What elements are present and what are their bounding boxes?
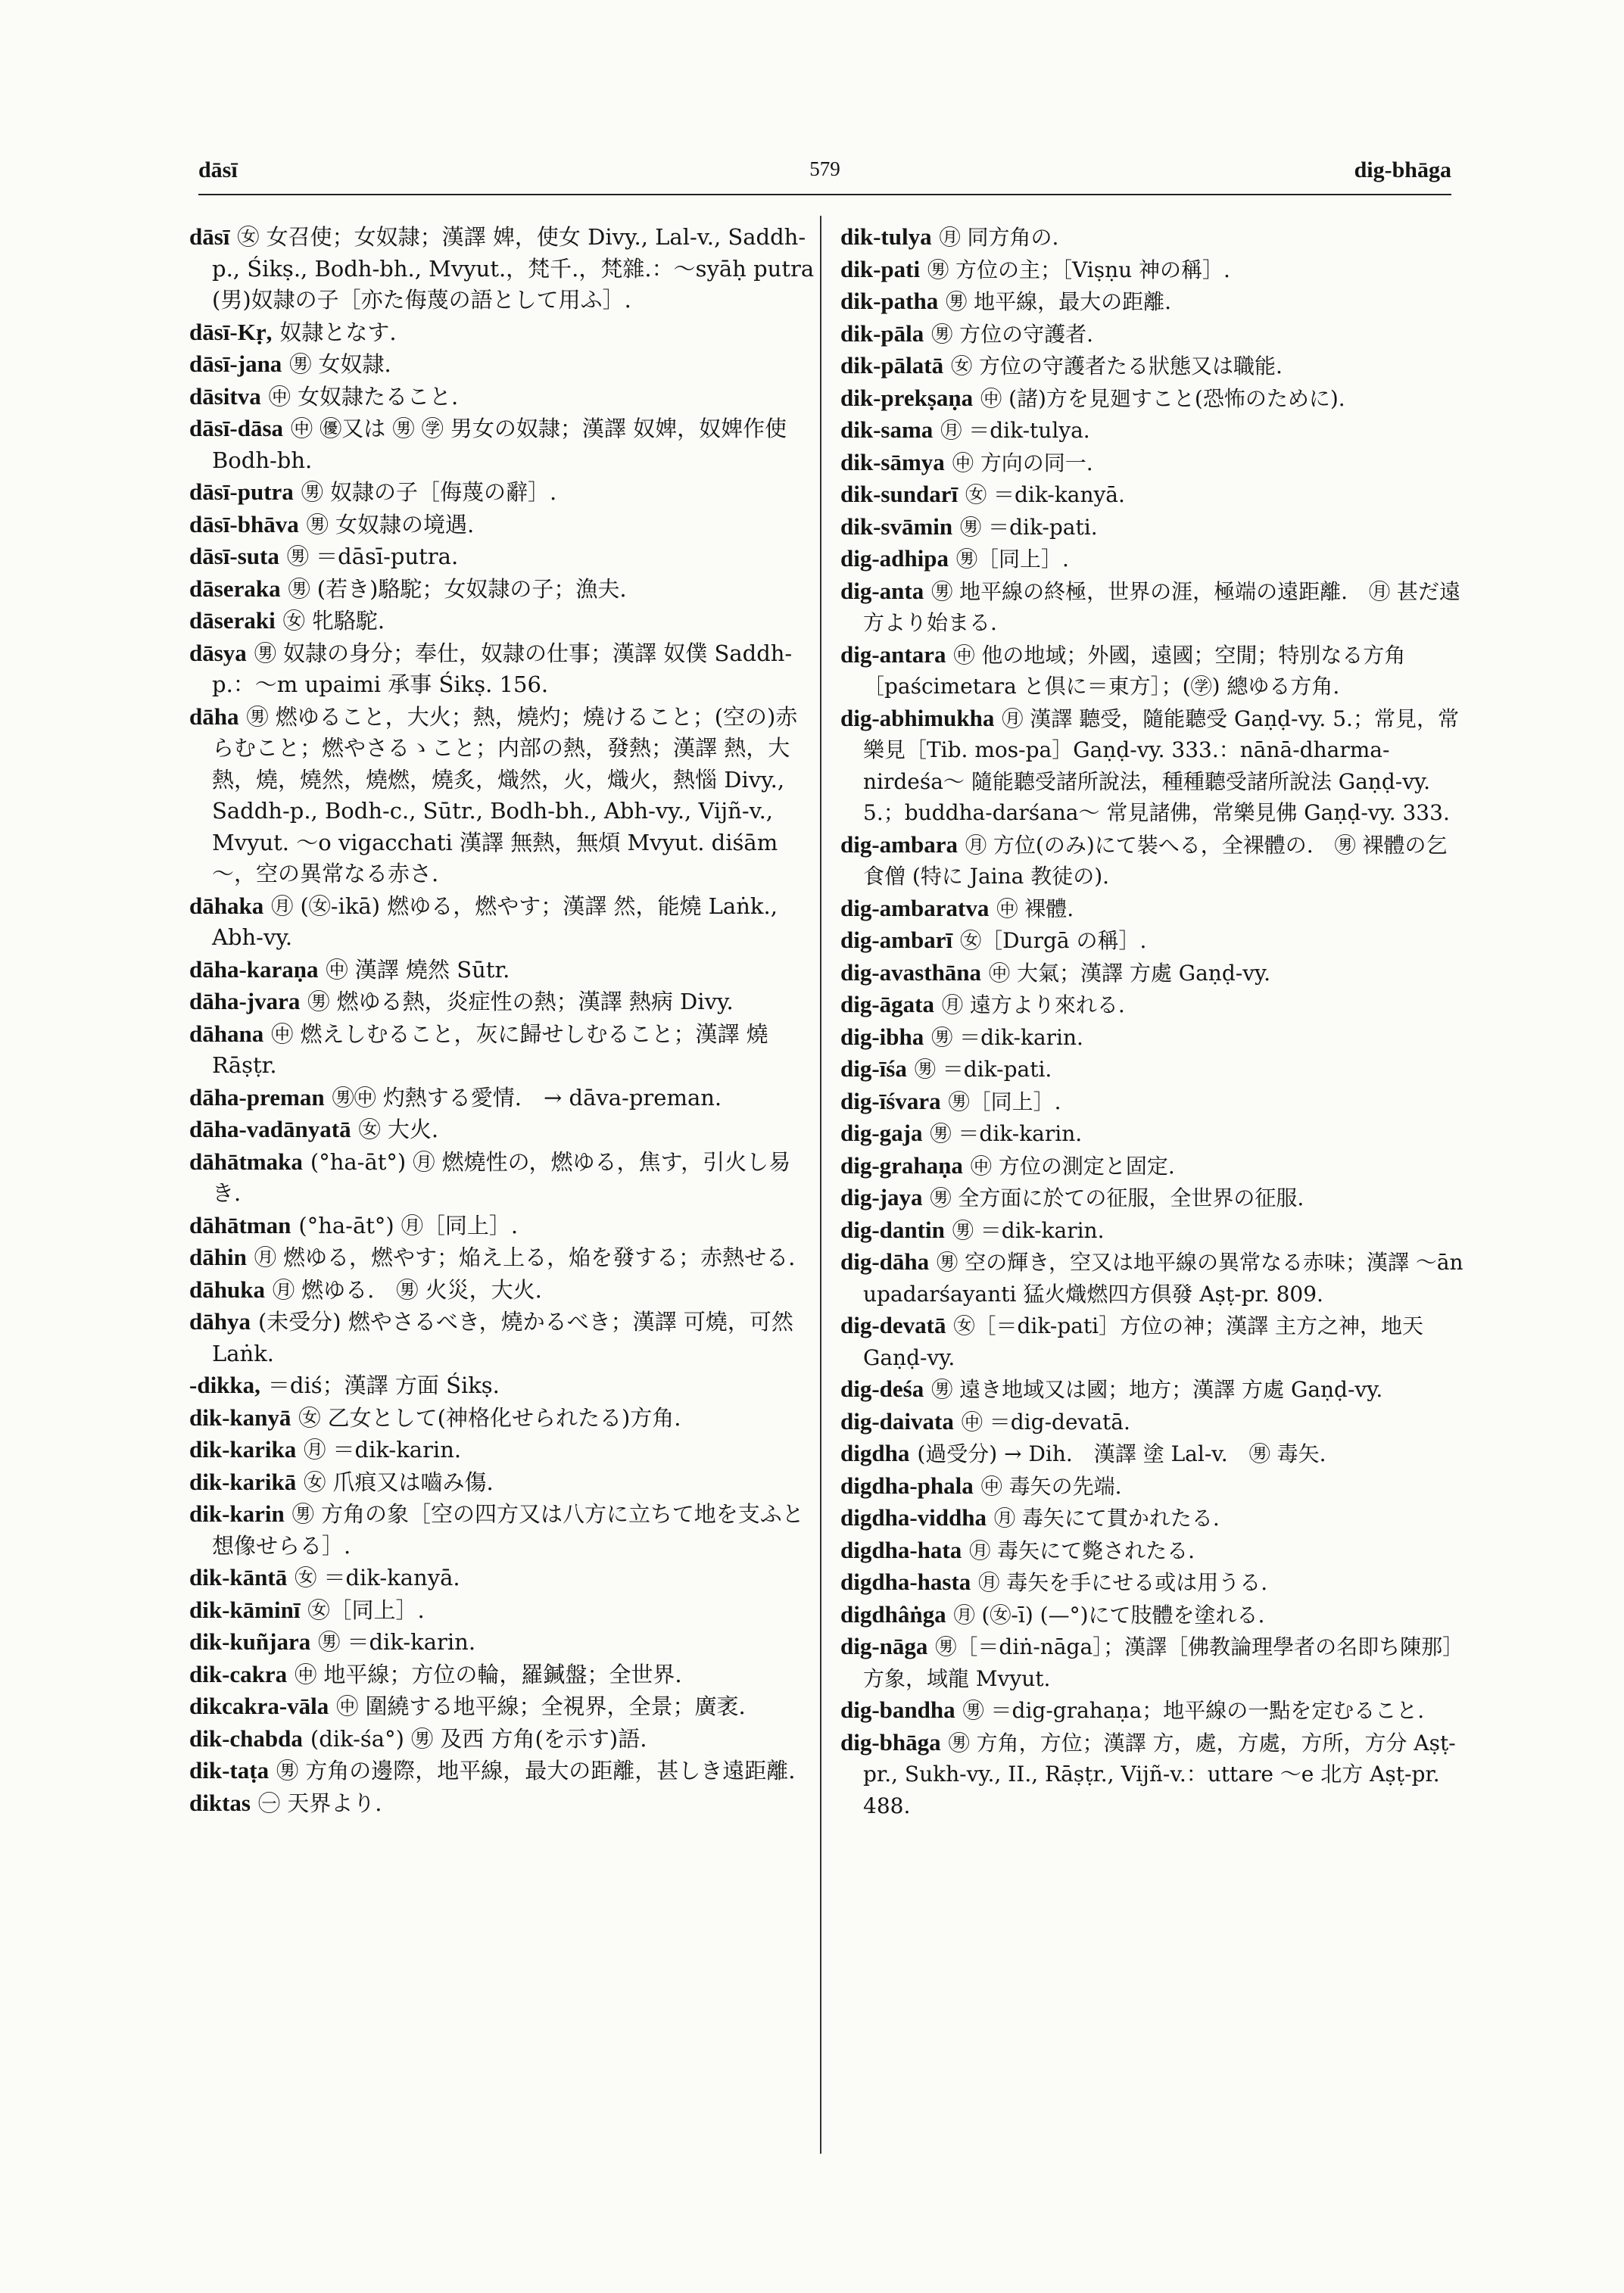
- entry-headword: dāsya: [189, 639, 247, 666]
- entry-headword: dāhya: [189, 1308, 251, 1335]
- entry-headword: dik-cakra: [189, 1660, 288, 1687]
- entry-definition: ㊚ 方位の守護者.: [931, 321, 1094, 347]
- left-column: [189, 221, 816, 1819]
- dictionary-entry: [189, 509, 816, 541]
- entry-headword: dāhin: [189, 1244, 247, 1270]
- entry-definition: ㊚ 遠き地域又は國；地方；漢譯 方處 Gaṇḍ-vy.: [931, 1377, 1383, 1402]
- entry-headword: dig-ibha: [840, 1023, 924, 1050]
- column-divider: [820, 216, 821, 2154]
- entry-definition: ㊚ 奴隷の子［侮蔑の辭］.: [301, 479, 557, 505]
- entry-definition: ㊥ 方位の測定と固定.: [970, 1153, 1175, 1179]
- entry-definition: ㊚ 方角の邊際，地平線，最大の距離，甚しき遠距離.: [276, 1758, 796, 1784]
- entry-definition: ㊚ 地平線，最大の距離.: [946, 289, 1172, 314]
- dictionary-entry: [840, 511, 1467, 544]
- entry-definition: ㊚ ＝dik-karin.: [930, 1121, 1083, 1146]
- entry-headword: dik-patha: [840, 288, 939, 314]
- entry-headword: dāsī-Kṛ,: [189, 318, 273, 345]
- dictionary-entry: [189, 476, 816, 509]
- dictionary-entry: [189, 316, 816, 349]
- entry-definition: (dik-śa°) ㊚ 及西 方角(を示す)語.: [310, 1725, 647, 1752]
- entry-headword: dig-gaja: [840, 1120, 923, 1146]
- entry-definition: 奴隷となす.: [279, 319, 397, 345]
- entry-headword: dig-devatā: [840, 1312, 946, 1338]
- dictionary-entry: [189, 637, 816, 701]
- dictionary-entry: [189, 890, 816, 954]
- entry-headword: dāha-vadānyatā: [189, 1116, 351, 1142]
- entry-headword: dig-avasthāna: [840, 958, 982, 986]
- entry-headword: dig-jaya: [840, 1184, 923, 1210]
- entry-headword: dik-kāminī: [189, 1596, 301, 1623]
- dictionary-entry: [840, 1021, 1467, 1054]
- dictionary-entry: [189, 381, 816, 413]
- dictionary-entry: [840, 1373, 1467, 1406]
- dictionary-entry: [840, 957, 1467, 989]
- entry-definition: ㊚ ＝dik-karin.: [952, 1217, 1105, 1243]
- entry-definition: ㊥ 裸體.: [996, 896, 1074, 921]
- dictionary-entry: [189, 221, 816, 316]
- entry-definition: ㊊ 毒矢にて斃されたる.: [969, 1537, 1195, 1563]
- dictionary-entry: [189, 954, 816, 986]
- entry-definition: ㊚ 燃ゆる熱，炎症性の熱；漢譯 熱病 Divy.: [307, 989, 734, 1014]
- dictionary-entry: [840, 382, 1467, 415]
- dictionary-entry: [189, 986, 816, 1018]
- dictionary-entry: [189, 1723, 816, 1756]
- entry-definition: ㊀ 天界より.: [257, 1790, 382, 1816]
- entry-headword: dik-kanyā: [189, 1404, 291, 1431]
- dictionary-entry: [840, 1599, 1467, 1631]
- entry-definition: ㊊ 方位(のみ)にて裝へる，全裸體の. ㊚ 裸體の乞食僧 (特に Jaina 教徒の).: [863, 832, 1448, 889]
- entry-definition: ㊥ ㊝又は ㊚ ㊫ 男女の奴隷；漢譯 奴婢，奴婢作使 Bodh-bh.: [212, 416, 787, 473]
- dictionary-entry: [189, 348, 816, 381]
- dictionary-entry: [189, 1498, 816, 1562]
- entry-headword: dāsī-dāsa: [189, 415, 284, 441]
- entry-definition: ㊚ ＝dig-grahaṇa；地平線の一點を定むること.: [962, 1698, 1425, 1723]
- dictionary-entry: [840, 254, 1467, 286]
- entry-headword: dāha-preman: [189, 1083, 325, 1111]
- entry-definition: ㊛ 大火.: [358, 1117, 439, 1142]
- entry-definition: ㊚ ＝dāsī-putra.: [286, 544, 459, 569]
- entry-headword: dāhātman: [189, 1211, 291, 1238]
- dictionary-entry: [189, 1306, 816, 1369]
- entry-headword: digdha-hasta: [840, 1569, 971, 1595]
- entry-definition: ㊛ 爪痕又は嚙み傷.: [304, 1469, 494, 1495]
- entry-headword: dig-āgata: [840, 991, 934, 1017]
- dictionary-entry: [840, 1438, 1467, 1470]
- dictionary-entry: [840, 1727, 1467, 1822]
- entry-definition: ㊊ ＝dik-karin.: [304, 1437, 462, 1463]
- dictionary-entry: [840, 221, 1467, 254]
- entry-definition: ㊚［＝diṅ-nāga］；漢譯［佛教論理學者の名即ち陳那］方象，域龍 Mvyut.: [863, 1634, 1464, 1691]
- entry-headword: dāsitva: [189, 382, 261, 410]
- entry-definition: ㊊ 燃ゆる，燃やす；焔え上る，焔を發する；赤熱せる.: [254, 1245, 796, 1270]
- entry-definition: ㊥ 他の地域；外國，遠國；空閒；特別なる方角［paścimetara と倶に＝東方］；(㊫) 總ゆる方角.: [863, 642, 1406, 699]
- entry-headword: dig-anta: [840, 577, 924, 604]
- entry-headword: dik-kāntā: [189, 1564, 288, 1590]
- dictionary-entry: [840, 1182, 1467, 1214]
- entry-definition: ㊛ 方位の守護者たる狀態又は職能.: [951, 354, 1283, 379]
- left-guide-word: dāsī: [198, 157, 238, 182]
- entry-definition: ㊊ (㊛-ī) (—°)にて肢體を塗れる.: [953, 1602, 1265, 1628]
- dictionary-entry: [189, 1369, 816, 1402]
- entry-headword: dig-ambaratva: [840, 894, 990, 921]
- entry-definition: ㊚ 方角，方位；漢譯 方，處，方處，方所，方分 Aṣṭ-pr., Sukh-vy., II., Rāṣṭr., Vijñ-v.：uttare 〜e 北方 Aṣṭ-pr. 488.: [863, 1730, 1456, 1818]
- dictionary-entry: [189, 1594, 816, 1627]
- entry-definition: ㊥ 地平線；方位の輪，羅鍼盤；全世界.: [295, 1661, 682, 1687]
- entry-definition: (°ha-āt°) ㊊［同上］.: [298, 1212, 519, 1238]
- dictionary-entry: [840, 414, 1467, 447]
- entry-definition: ㊚ ＝dik-pati.: [914, 1057, 1052, 1082]
- dictionary-entry: [840, 924, 1467, 957]
- dictionary-entry: [840, 447, 1467, 479]
- entry-headword: -dikka,: [189, 1372, 260, 1398]
- entry-headword: dik-pāla: [840, 319, 924, 347]
- dictionary-entry: [840, 1310, 1467, 1373]
- entry-definition: (°ha-āt°) ㊊ 燃燒性の，燃ゆる，焦す，引火し易き.: [212, 1148, 791, 1206]
- dictionary-entry: [189, 1787, 816, 1820]
- entry-definition: ㊚［同上］.: [956, 547, 1069, 572]
- entry-definition: ㊛ 乙女として(神格化せられたる)方角.: [298, 1404, 681, 1431]
- entry-headword: dik-tulya: [840, 223, 932, 250]
- entry-headword: dāhuka: [189, 1276, 265, 1303]
- entry-definition: ㊥ 圍繞する地平線；全視界，全景；廣袤.: [336, 1693, 746, 1719]
- entry-headword: dik-pati: [840, 255, 921, 282]
- entry-definition: ㊚ (若き)駱駝；女奴隷の子；漁夫.: [288, 575, 627, 602]
- entry-definition: ㊛ 牝駱駝.: [282, 608, 385, 634]
- entry-headword: digdhâṅga: [840, 1600, 946, 1628]
- entry-definition: ㊚ 方角の象［空の四方又は八方に立ちて地を支ふと想像せらる］.: [212, 1501, 804, 1559]
- entry-definition: ㊊ ＝dik-tulya.: [940, 418, 1090, 443]
- entry-headword: digdha: [840, 1440, 910, 1466]
- dictionary-entry: [189, 413, 816, 476]
- dictionary-entry: [840, 1470, 1467, 1503]
- entry-headword: dik-karin: [189, 1500, 285, 1527]
- dictionary-entry: [840, 1053, 1467, 1086]
- dictionary-entry: [840, 285, 1467, 318]
- entry-definition: ㊚ ＝dik-pati.: [960, 514, 1098, 540]
- dictionary-entry: [840, 350, 1467, 382]
- entry-definition: ㊛ ＝dik-kanyā.: [295, 1565, 460, 1590]
- entry-headword: dik-kuñjara: [189, 1628, 311, 1655]
- entry-headword: dāhana: [189, 1020, 264, 1047]
- entry-headword: dāsī-bhāva: [189, 510, 299, 537]
- entry-definition: ㊚ 全方面に於ての征服，全世界の征服.: [930, 1185, 1304, 1210]
- dictionary-entry: [840, 478, 1467, 511]
- entry-headword: dik-taṭa: [189, 1757, 270, 1784]
- right-column: [840, 221, 1467, 1821]
- entry-definition: ㊚ 地平線の終極，世界の涯，極端の遠距離. ㊊ 甚だ遠方より始まる.: [863, 578, 1460, 635]
- entry-headword: dig-antara: [840, 640, 946, 668]
- dictionary-entry: [189, 1466, 816, 1499]
- entry-definition: ㊚［同上］.: [948, 1089, 1061, 1114]
- entry-headword: dāha-karaṇa: [189, 955, 319, 983]
- entry-definition: ㊛［同上］.: [307, 1597, 425, 1623]
- dictionary-entry: [840, 1631, 1467, 1694]
- entry-headword: dig-daivata: [840, 1407, 954, 1435]
- entry-headword: dik-prekṣaṇa: [840, 384, 974, 411]
- dictionary-entry: [840, 1117, 1467, 1150]
- entry-definition: ㊥ 毒矢の先端.: [980, 1473, 1122, 1499]
- dictionary-entry: [840, 1534, 1467, 1567]
- dictionary-entry: [189, 701, 816, 890]
- entry-headword: dāha-jvara: [189, 988, 301, 1014]
- entry-headword: dig-bandha: [840, 1696, 955, 1723]
- entry-definition: ㊚ 燃ゆること，大火；熱，燒灼；燒けること；(空の)赤らむこと；燃やさるゝこと；内部の熱，發熱；漢譯 熱，大熱，燒，燒然，燒燃，燒炙，熾然，火，熾火，熱惱 Divy., Saddh-p., Bodh-c., Sūtr., Bodh-bh., Abh-vy., Vijñ-v., Mvyut. 〜o vigacchati 漢譯 無熱，無煩 Mvyut. diśām 〜，空の異常なる赤さ.: [212, 703, 798, 886]
- entry-headword: dik-karika: [189, 1436, 297, 1463]
- dictionary-entry: [189, 1659, 816, 1691]
- entry-headword: dāsī: [189, 223, 230, 250]
- entry-definition: ㊊ 同方角の.: [939, 225, 1059, 250]
- dictionary-entry: [189, 541, 816, 573]
- entry-headword: dāha: [189, 703, 239, 730]
- entry-definition: ㊥ 大氣；漢譯 方處 Gaṇḍ-vy.: [989, 960, 1271, 986]
- dictionary-entry: [840, 1694, 1467, 1727]
- entry-definition: ㊥ (諸)方を見廻すこと(恐怖のために).: [980, 385, 1345, 411]
- entry-headword: dig-bhāga: [840, 1728, 941, 1756]
- entry-headword: digdha-hata: [840, 1536, 962, 1563]
- entry-definition: ㊚ 奴隷の身分；奉仕，奴隷の仕事；漢譯 奴僕 Saddh-p.：〜m upaimi 承事 Śikṣ. 156.: [212, 640, 793, 697]
- dictionary-entry: [189, 1146, 816, 1210]
- entry-definition: (未受分) 燃やさるべき，燒かるべき；漢譯 可燒，可然 Laṅk.: [212, 1309, 793, 1366]
- entry-headword: dig-grahaṇa: [840, 1151, 963, 1179]
- dictionary-entry: [840, 1406, 1467, 1438]
- entry-definition: ㊥ 方向の同一.: [952, 450, 1093, 475]
- entry-headword: dāsī-jana: [189, 350, 282, 377]
- dictionary-entry: [189, 1018, 816, 1082]
- dictionary-entry: [189, 1626, 816, 1659]
- entry-definition: (過受分) → Dih. 漢譯 塗 Lal-v. ㊚ 毒矢.: [917, 1441, 1326, 1466]
- entry-headword: dik-sama: [840, 416, 934, 443]
- dictionary-entry: [189, 1274, 816, 1307]
- dictionary-entry: [189, 1434, 816, 1466]
- entry-definition: ㊊ 漢譯 聽受，隨能聽受 Gaṇḍ-vy. 5.；常見，常樂見［Tib. mos-pa］Gaṇḍ-vy. 333.：nānā-dharma-nirdeśa〜 隨能聽受諸所說法，種種聽受諸所說法 Gaṇḍ-vy. 5.；buddha-darśana〜 常見諸佛，常樂見佛 Gaṇḍ-vy. 333.: [863, 706, 1459, 825]
- entry-definition: ㊚ 女奴隷の境遇.: [306, 511, 475, 537]
- entry-headword: dāseraki: [189, 607, 276, 634]
- entry-headword: diktas: [189, 1789, 251, 1816]
- dictionary-entry: [840, 989, 1467, 1021]
- dictionary-entry: [840, 1214, 1467, 1247]
- entry-definition: ㊥ 漢譯 燒然 Sūtr.: [326, 956, 510, 983]
- entry-definition: ㊛ 女召使；女奴隷；漢譯 婢，使女 Divy., Lal-v., Saddh-p., Śikṣ., Bodh-bh., Mvyut.，梵千.，梵雜.：〜syāḥ putra (男)奴隷の子［亦た侮蔑の語として用ふ］.: [212, 224, 815, 313]
- entry-headword: dig-īśa: [840, 1055, 907, 1082]
- entry-headword: dik-svāmin: [840, 512, 953, 540]
- dictionary-entry: [189, 1755, 816, 1787]
- entry-headword: dig-ambara: [840, 830, 958, 858]
- running-head: [198, 157, 1451, 191]
- entry-definition: ㊛［Durgā の稱］.: [960, 928, 1147, 953]
- entry-definition: ㊊ 毒矢にて貫かれたる.: [994, 1506, 1220, 1531]
- dictionary-entry: [840, 829, 1467, 893]
- entry-headword: dig-abhimukha: [840, 704, 995, 731]
- entry-headword: dig-ambarī: [840, 927, 953, 953]
- entry-definition: ㊚㊥ 灼熱する愛情. → dāva-preman.: [332, 1084, 722, 1111]
- dictionary-entry: [840, 1566, 1467, 1599]
- entry-definition: ㊛ ＝dik-kanyā.: [965, 482, 1125, 507]
- dictionary-entry: [189, 573, 816, 606]
- dictionary-entry: [840, 639, 1467, 703]
- entry-headword: dāhaka: [189, 892, 264, 919]
- entry-definition: ㊚ 空の輝き，空又は地平線の異常なる赤味；漢譯 〜ān upadarśayanti 猛火熾燃四方倶發 Aṣṭ-pr. 809.: [863, 1250, 1463, 1307]
- dictionary-entry: [189, 1690, 816, 1723]
- entry-definition: ㊚ ＝dik-karin.: [318, 1629, 476, 1655]
- dictionary-entry: [189, 1402, 816, 1435]
- dictionary-entry: [840, 318, 1467, 350]
- entry-headword: dig-adhipa: [840, 545, 949, 572]
- dictionary-entry: [840, 1502, 1467, 1534]
- entry-headword: dāsī-suta: [189, 543, 279, 569]
- dictionary-entry: [189, 1114, 816, 1146]
- entry-headword: dik-pālatā: [840, 352, 944, 379]
- entry-definition: ㊛［＝dik-pati］方位の神；漢譯 主方之神，地天 Gaṇḍ-vy.: [863, 1313, 1424, 1370]
- entry-definition: ㊊ 毒矢を手にせる或は用うる.: [978, 1570, 1268, 1595]
- dictionary-entry: [189, 605, 816, 637]
- entry-definition: ＝diś；漢譯 方面 Śikṣ.: [267, 1372, 500, 1398]
- entry-headword: dig-dantin: [840, 1216, 945, 1243]
- entry-definition: ㊊ 燃ゆる. ㊚ 火災，大火.: [272, 1276, 542, 1303]
- right-guide-word: dig-bhāga: [1354, 157, 1451, 182]
- entry-definition: ㊚ ＝dik-karin.: [931, 1024, 1083, 1050]
- page-number: 579: [809, 157, 840, 180]
- dictionary-entry: [840, 1150, 1467, 1182]
- entry-headword: dig-deśa: [840, 1375, 924, 1402]
- entry-headword: dik-chabda: [189, 1724, 303, 1752]
- entry-headword: dig-īśvara: [840, 1087, 941, 1114]
- dictionary-entry: [189, 1242, 816, 1274]
- entry-definition: ㊥ ＝dig-devatā.: [961, 1409, 1130, 1435]
- dictionary-entry: [189, 1562, 816, 1594]
- dictionary-entry: [840, 1086, 1467, 1118]
- entry-definition: ㊥ 女奴隷たること.: [268, 383, 459, 410]
- dictionary-entry: [840, 703, 1467, 829]
- entry-headword: digdha-viddha: [840, 1504, 987, 1531]
- dictionary-entry: [840, 1246, 1467, 1310]
- entry-headword: dāseraka: [189, 575, 281, 602]
- entry-headword: dig-dāha: [840, 1248, 930, 1275]
- entry-headword: dikcakra-vāla: [189, 1693, 329, 1719]
- entry-headword: dik-karikā: [189, 1468, 297, 1495]
- dictionary-entry: [840, 543, 1467, 575]
- entry-headword: dik-sundarī: [840, 481, 959, 507]
- header-rule: [198, 194, 1451, 195]
- entry-definition: ㊚ 女奴隷.: [289, 351, 391, 377]
- dictionary-entry: [840, 893, 1467, 925]
- entry-headword: dāhātmaka: [189, 1148, 303, 1175]
- entry-definition: ㊊ (㊛-ikā) 燃ゆる，燃やす；漢譯 然，能燒 Laṅk., Abh-vy.: [212, 893, 778, 950]
- entry-headword: dāsī-putra: [189, 478, 294, 505]
- dictionary-entry: [189, 1082, 816, 1114]
- entry-definition: ㊚ 方位の主；［Viṣṇu 神の稱］.: [927, 257, 1230, 282]
- entry-headword: dik-sāmya: [840, 448, 945, 475]
- dictionary-entry: [840, 575, 1467, 639]
- entry-definition: ㊥ 燃えしむること，灰に歸せしむること；漢譯 燒 Rāṣṭr.: [212, 1020, 768, 1078]
- entry-headword: digdha-phala: [840, 1472, 974, 1499]
- entry-definition: ㊊ 遠方より來れる.: [942, 992, 1125, 1017]
- entry-headword: dig-nāga: [840, 1633, 928, 1659]
- dictionary-entry: [189, 1210, 816, 1242]
